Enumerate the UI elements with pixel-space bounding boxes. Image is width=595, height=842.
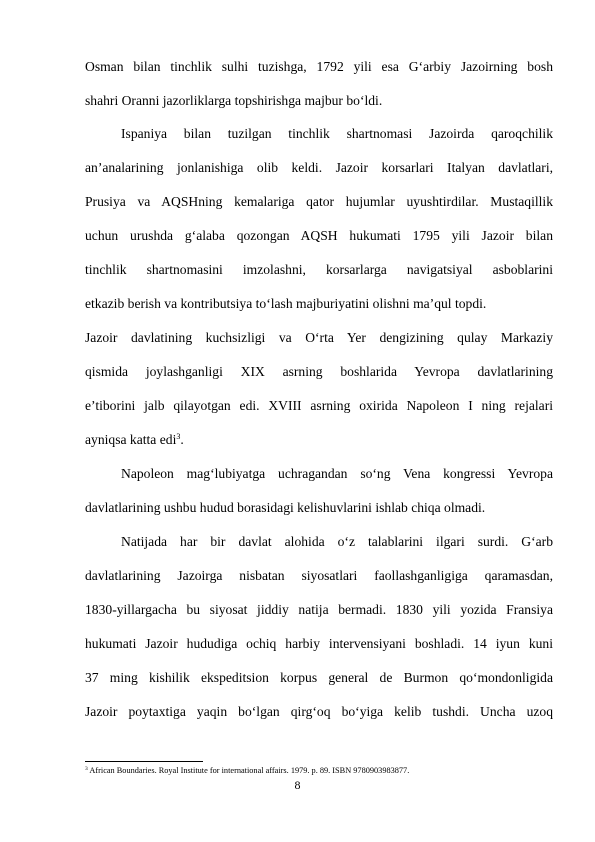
footnote-separator — [85, 761, 203, 762]
text-line: Jazoir poytaxtiga yaqin bo‘lgan qirg‘oq bo‘yiga kelib tushdi. Uncha uzoq — [85, 704, 553, 719]
text-line: davlatlarining Jazoirga nisbatan siyosatlari faollashganligiga qaramasdan, — [85, 568, 553, 583]
text-line: Prusiya va AQSHning kemalariga qator hujumlar uyushtirdilar. Mustaqillik — [85, 194, 553, 209]
text-line: Ispaniya bilan tuzilgan tinchlik shartnomasi Jazoirda qaroqchilik — [121, 126, 553, 141]
text-line: davlatlarining ushbu hudud borasidagi kelishuvlarini ishlab chiqa olmadi. — [85, 500, 486, 515]
footnote — [85, 766, 555, 776]
line-period: . — [180, 432, 184, 447]
page-number: 8 — [294, 778, 301, 792]
text-line: an’analarining jonlanishiga olib keldi. Jazoir korsarlari Italyan davlatlari, — [85, 160, 553, 175]
text-line — [85, 432, 553, 448]
text-line: e’tiborini jalb qilayotgan edi. XVIII asrning oxirida Napoleon I ning rejalari — [85, 398, 553, 413]
footnote-reference[interactable]: 3 — [176, 432, 181, 441]
line-text: ayniqsa katta edi — [85, 432, 177, 447]
text-line: etkazib berish va kontributsiya to‘lash majburiyatini olishni ma’qul topdi. — [85, 296, 487, 311]
text-line: shahri Oranni jazorliklarga topshirishga majbur bo‘ldi. — [85, 93, 383, 108]
text-line: hukumati Jazoir hududiga ochiq harbiy intervensiyani boshladi. 14 iyun kuni — [85, 636, 553, 651]
text-line: qismida joylashganligi XIX asrning boshlarida Yevropa davlatlarining — [85, 364, 553, 379]
text-line: 1830-yillargacha bu siyosat jiddiy natija bermadi. 1830 yili yozida Fransiya — [85, 602, 553, 617]
footnote-number: 3 — [85, 766, 88, 772]
text-line: 37 ming kishilik ekspeditsion korpus general de Burmon qo‘mondonligida — [85, 670, 553, 685]
text-line: Osman bilan tinchlik sulhi tuzishga, 1792 yili esa G‘arbiy Jazoirning bosh — [85, 59, 553, 74]
text-line: Jazoir davlatining kuchsizligi va O‘rta Yer dengizining qulay Markaziy — [85, 330, 553, 345]
text-line: Natijada har bir davlat alohida o‘z talablarini ilgari surdi. G‘arb — [121, 534, 553, 549]
text-line: uchun urushda g‘alaba qozongan AQSH hukumati 1795 yili Jazoir bilan — [85, 228, 553, 243]
text-line: Napoleon mag‘lubiyatga uchragandan so‘ng Vena kongressi Yevropa — [121, 466, 553, 481]
footnote-text: African Boundaries. Royal Institute for international affairs. 1979. p. 89. ISBN 9780903983877. — [87, 766, 410, 775]
text-line: tinchlik shartnomasini imzolashni, korsarlarga navigatsiyal asboblarini — [85, 262, 553, 277]
